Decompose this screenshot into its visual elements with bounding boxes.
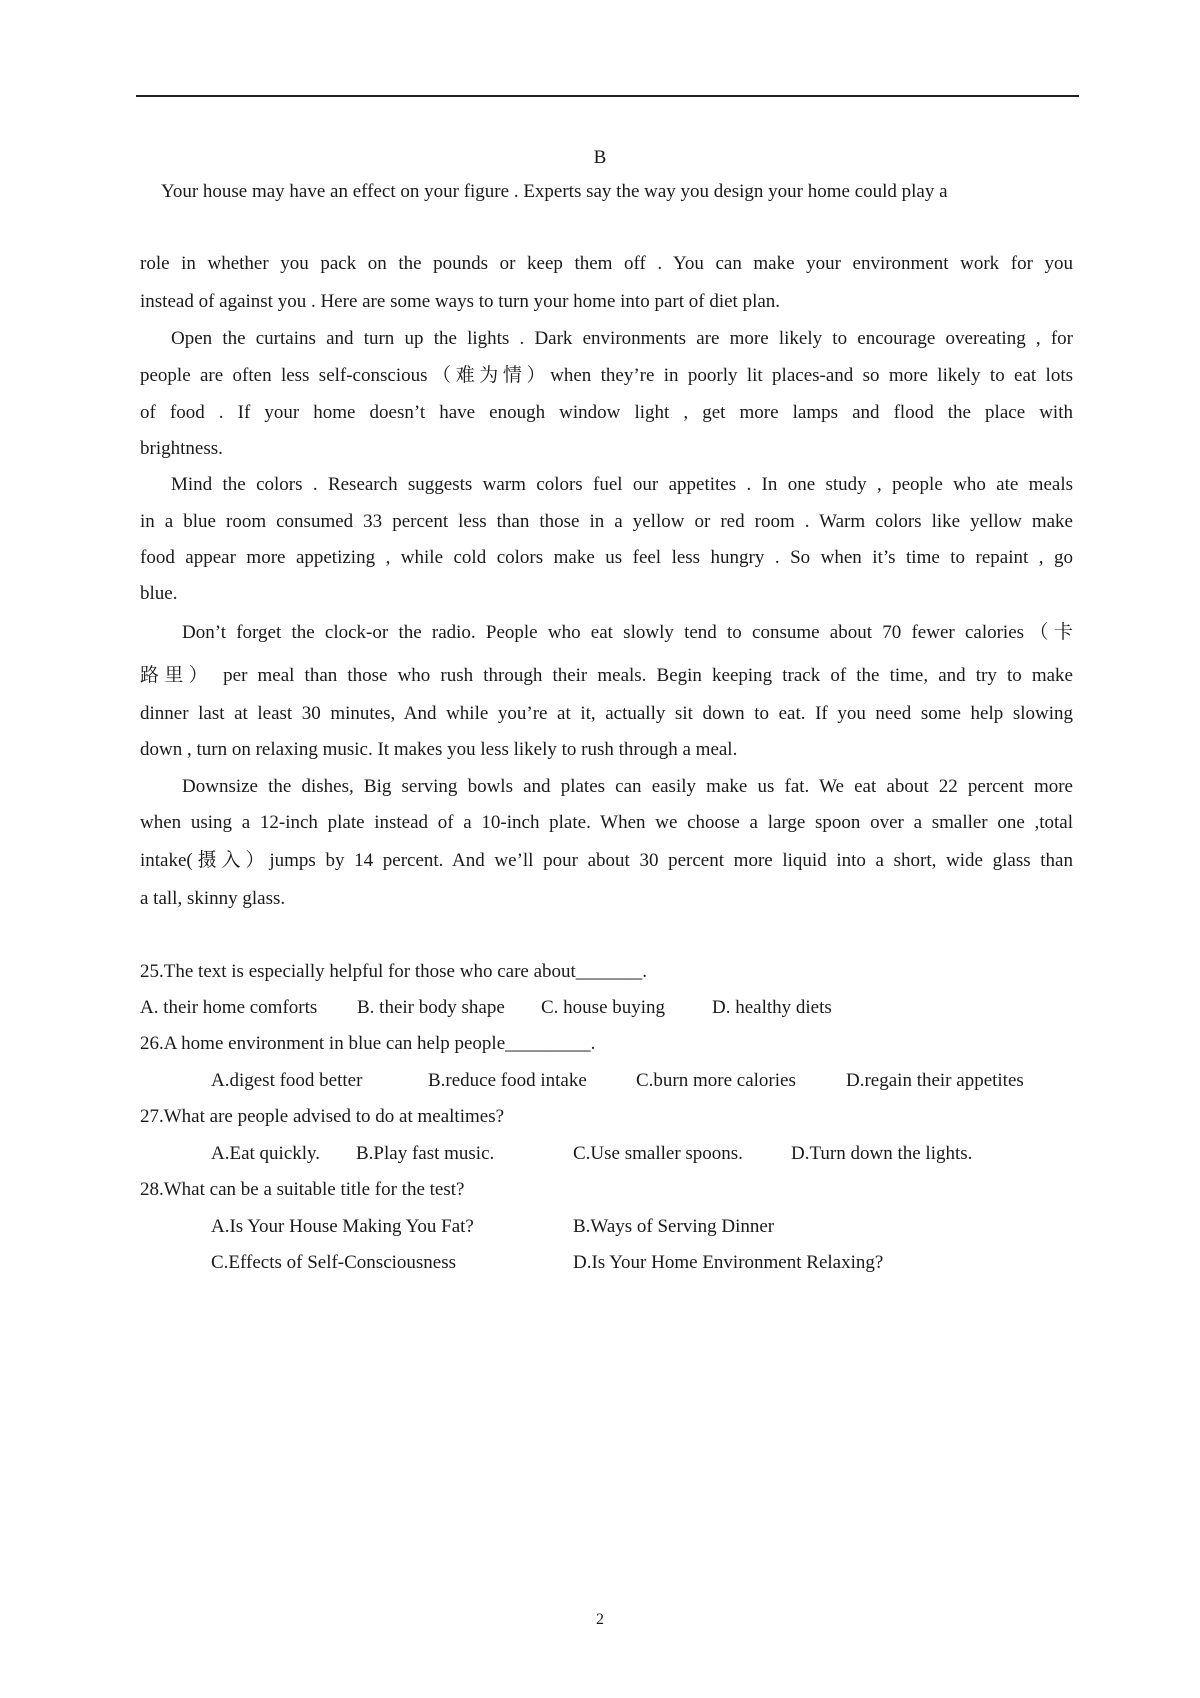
passage-line: instead of against you . Here are some ways to turn your home into part of diet plan. [140,291,781,312]
question-25-option-a: A. their home comforts [140,997,318,1018]
question-28-stem: 28.What can be a suitable title for the test? [140,1179,465,1200]
question-27-option-d: D.Turn down the lights. [791,1143,973,1164]
section-letter: B [593,147,607,168]
passage-line: blue. [140,583,178,604]
question-27-option-a: A.Eat quickly. [211,1143,321,1164]
passage-line: Don’t forget the clock-or the radio. People who eat slowly tend to consume about 70 fewer calories（卡 [182,622,1073,643]
passage-line: role in whether you pack on the pounds or keep them off . You can make your environment work for you [140,253,1073,274]
page-number: 2 [596,1611,604,1628]
question-25-option-d: D. healthy diets [712,997,832,1018]
passage-line: in a blue room consumed 33 percent less than those in a yellow or red room . Warm colors like yellow make [140,511,1073,532]
question-27-option-b: B.Play fast music. [356,1143,495,1164]
question-25-option-c: C. house buying [541,997,666,1018]
passage-line: down , turn on relaxing music. It makes you less likely to rush through a meal. [140,739,738,760]
passage-line: dinner last at least 30 minutes, And while you’re at it, actually sit down to eat. If you need some help slowing [140,703,1073,724]
passage-line: Downsize the dishes, Big serving bowls and plates can easily make us fat. We eat about 22 percent more [182,776,1073,797]
question-26-option-a: A.digest food better [211,1070,363,1091]
question-26-option-d: D.regain their appetites [846,1070,1024,1091]
question-28-option-c: C.Effects of Self-Consciousness [211,1252,457,1273]
passage-line: brightness. [140,438,223,459]
question-26-option-c: C.burn more calories [636,1070,796,1091]
passage-line: 路里） per meal than those who rush through their meals. Begin keeping track of the time, and try to make [140,665,1073,686]
question-28-option-a: A.Is Your House Making You Fat? [211,1216,474,1237]
question-26-option-b: B.reduce food intake [428,1070,587,1091]
passage-line: when using a 12-inch plate instead of a 10-inch plate. When we choose a large spoon over a smaller one ,total [140,812,1073,833]
passage-line: Mind the colors . Research suggests warm colors fuel our appetites . In one study , people who ate meals [171,474,1073,495]
question-28-option-b: B.Ways of Serving Dinner [573,1216,775,1237]
question-25-option-b: B. their body shape [357,997,505,1018]
header-rule [136,95,1079,97]
passage-line: a tall, skinny glass. [140,888,286,909]
passage-line: people are often less self-conscious（难为情）when they’re in poorly lit places-and so more likely to eat lots [140,365,1073,386]
question-27-stem: 27.What are people advised to do at mealtimes? [140,1106,505,1127]
passage-line: Open the curtains and turn up the lights . Dark environments are more likely to encourage overeating , for [171,328,1073,349]
question-27-option-c: C.Use smaller spoons. [573,1143,743,1164]
passage-line: Your house may have an effect on your figure . Experts say the way you design your home could play a [161,181,948,202]
question-28-option-d: D.Is Your Home Environment Relaxing? [573,1252,884,1273]
question-26-stem: 26.A home environment in blue can help people_________. [140,1033,596,1054]
question-25-stem: 25.The text is especially helpful for those who care about_______. [140,961,648,982]
passage-line: intake(摄入）jumps by 14 percent. And we’ll pour about 30 percent more liquid into a short, wide glass than [140,850,1073,871]
passage-line: food appear more appetizing , while cold colors make us feel less hungry . So when it’s time to repaint , go [140,547,1073,568]
passage-line: of food . If your home doesn’t have enough window light , get more lamps and flood the place with [140,402,1073,423]
